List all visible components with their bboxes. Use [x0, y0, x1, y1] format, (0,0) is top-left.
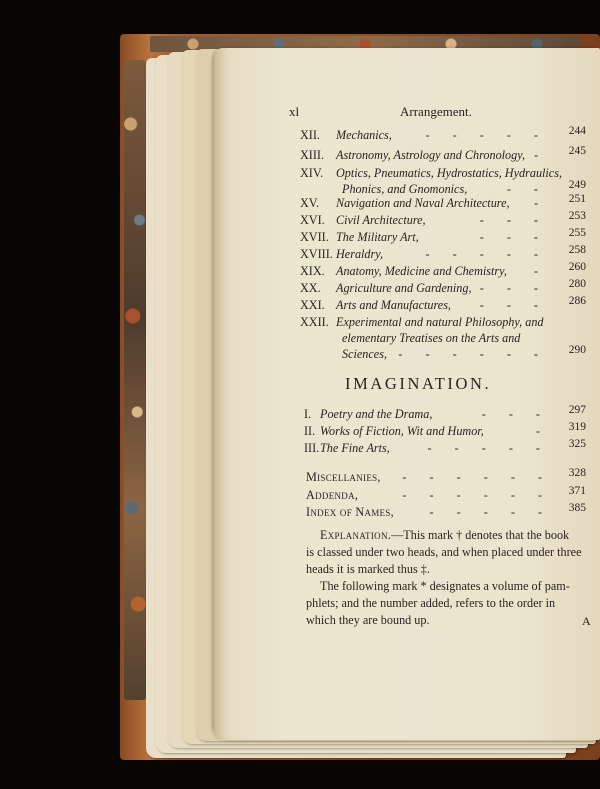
entry-roman-numeral: XVIII.	[300, 247, 333, 261]
entry-roman-numeral: XV.	[300, 196, 320, 210]
entry-title: Optics, Pneumatics, Hydrostatics, Hydraulics,	[336, 166, 563, 180]
marbled-endpaper-side	[124, 60, 146, 700]
entry-title: Phonics, and Gnomonics,	[342, 182, 468, 196]
entry-page-number: 297	[568, 404, 586, 416]
signature-mark: A	[582, 614, 591, 628]
entry-leader-dashes: - -	[506, 182, 548, 196]
entry-leader-dashes: - - - - - -	[402, 470, 552, 484]
entry-page-number: 244	[568, 125, 586, 137]
running-title: Arrangement.	[400, 104, 472, 119]
entry-roman-numeral: II.	[304, 424, 316, 438]
entry-page-number: 258	[568, 244, 586, 256]
entry-title: Mechanics,	[336, 128, 392, 142]
entry-page-number: 245	[568, 145, 586, 157]
entry-page-number: 325	[568, 438, 586, 450]
entry-roman-numeral: XVI.	[300, 213, 325, 227]
entry-roman-numeral: XIX.	[300, 264, 325, 278]
entry-page-number: 260	[568, 261, 586, 273]
entry-page-number: 371	[568, 485, 586, 497]
entry-title: Poetry and the Drama,	[320, 407, 433, 421]
section-heading: IMAGINATION.	[345, 374, 492, 393]
entry-leader-dashes: - - - - -	[425, 247, 548, 261]
entry-title: Heraldry,	[336, 247, 384, 261]
entry-page-number: 255	[568, 227, 586, 239]
entry-roman-numeral: I.	[304, 407, 312, 421]
entry-roman-numeral: XVII.	[300, 230, 329, 244]
entry-leader-dashes: - - - - - -	[398, 347, 548, 361]
entry-leader-dashes: -	[533, 196, 548, 210]
entry-title: Astronomy, Astrology and Chronology,	[336, 148, 526, 162]
entry-page-number: 328	[568, 467, 586, 479]
entry-leader-dashes: -	[533, 264, 548, 278]
entry-roman-numeral: XIII.	[300, 148, 325, 162]
entry-title: Navigation and Naval Architecture,	[336, 196, 510, 210]
page-gutter	[214, 48, 224, 740]
entry-leader-dashes: - - - - -	[429, 505, 552, 519]
entry-leader-dashes: - - - - -	[427, 441, 550, 455]
entry-page-number: 319	[568, 421, 586, 433]
entry-title: Experimental and natural Philosophy, and	[336, 315, 544, 329]
entry-title: Sciences,	[342, 347, 388, 361]
entry-leader-dashes: - - - - -	[425, 128, 548, 142]
entry-roman-numeral: III.	[304, 441, 320, 455]
explanation-paragraph	[306, 527, 592, 578]
entry-title: Addenda,	[306, 488, 359, 502]
note-line: The following mark * designates a volume of pam-	[320, 579, 570, 593]
entry-title: Anatomy, Medicine and Chemistry,	[336, 264, 507, 278]
entry-page-number: 280	[568, 278, 586, 290]
entry-page-number: 290	[568, 344, 586, 356]
entry-title: Civil Architecture,	[336, 213, 426, 227]
note-paragraph	[306, 578, 592, 629]
note-line: phlets; and the number added, refers to the order in	[306, 596, 556, 610]
page-number: xl	[289, 104, 300, 119]
entry-title: Works of Fiction, Wit and Humor,	[320, 424, 484, 438]
entry-leader-dashes: - - -	[481, 407, 550, 421]
entry-roman-numeral: XXII.	[300, 315, 329, 329]
entry-title: elementary Treatises on the Arts and	[342, 331, 521, 345]
entry-roman-numeral: XIV.	[300, 166, 324, 180]
entry-page-number: 286	[568, 295, 586, 307]
entry-page-number: 251	[568, 193, 586, 205]
entry-title: Index of Names,	[306, 505, 395, 519]
entry-page-number: 249	[568, 179, 586, 191]
entry-page-number: 253	[568, 210, 586, 222]
entry-leader-dashes: -	[533, 148, 548, 162]
entry-title: Agriculture and Gardening,	[336, 281, 472, 295]
entry-leader-dashes: - - -	[479, 281, 548, 295]
entry-leader-dashes: - - - - - -	[402, 488, 552, 502]
entry-leader-dashes: - - -	[479, 298, 548, 312]
entry-leader-dashes: -	[535, 424, 550, 438]
entry-leader-dashes: - - -	[479, 230, 548, 244]
entry-page-number: 385	[568, 502, 586, 514]
entry-title: Arts and Manufactures,	[336, 298, 451, 312]
entry-roman-numeral: XXI.	[300, 298, 325, 312]
explanation-label: Explanation.	[320, 528, 392, 542]
explanation-line: —This mark † denotes that the book	[391, 528, 570, 542]
entry-title: Miscellanies,	[306, 470, 381, 484]
explanation-line: heads it is marked thus ‡.	[306, 562, 430, 576]
entry-roman-numeral: XX.	[300, 281, 321, 295]
entry-roman-numeral: XII.	[300, 128, 320, 142]
entry-leader-dashes: - - -	[479, 213, 548, 227]
entry-title: The Military Art,	[336, 230, 419, 244]
explanation-line: is classed under two heads, and when placed under three	[306, 545, 582, 559]
note-line: which they are bound up.	[306, 613, 430, 627]
entry-title: The Fine Arts,	[320, 441, 390, 455]
